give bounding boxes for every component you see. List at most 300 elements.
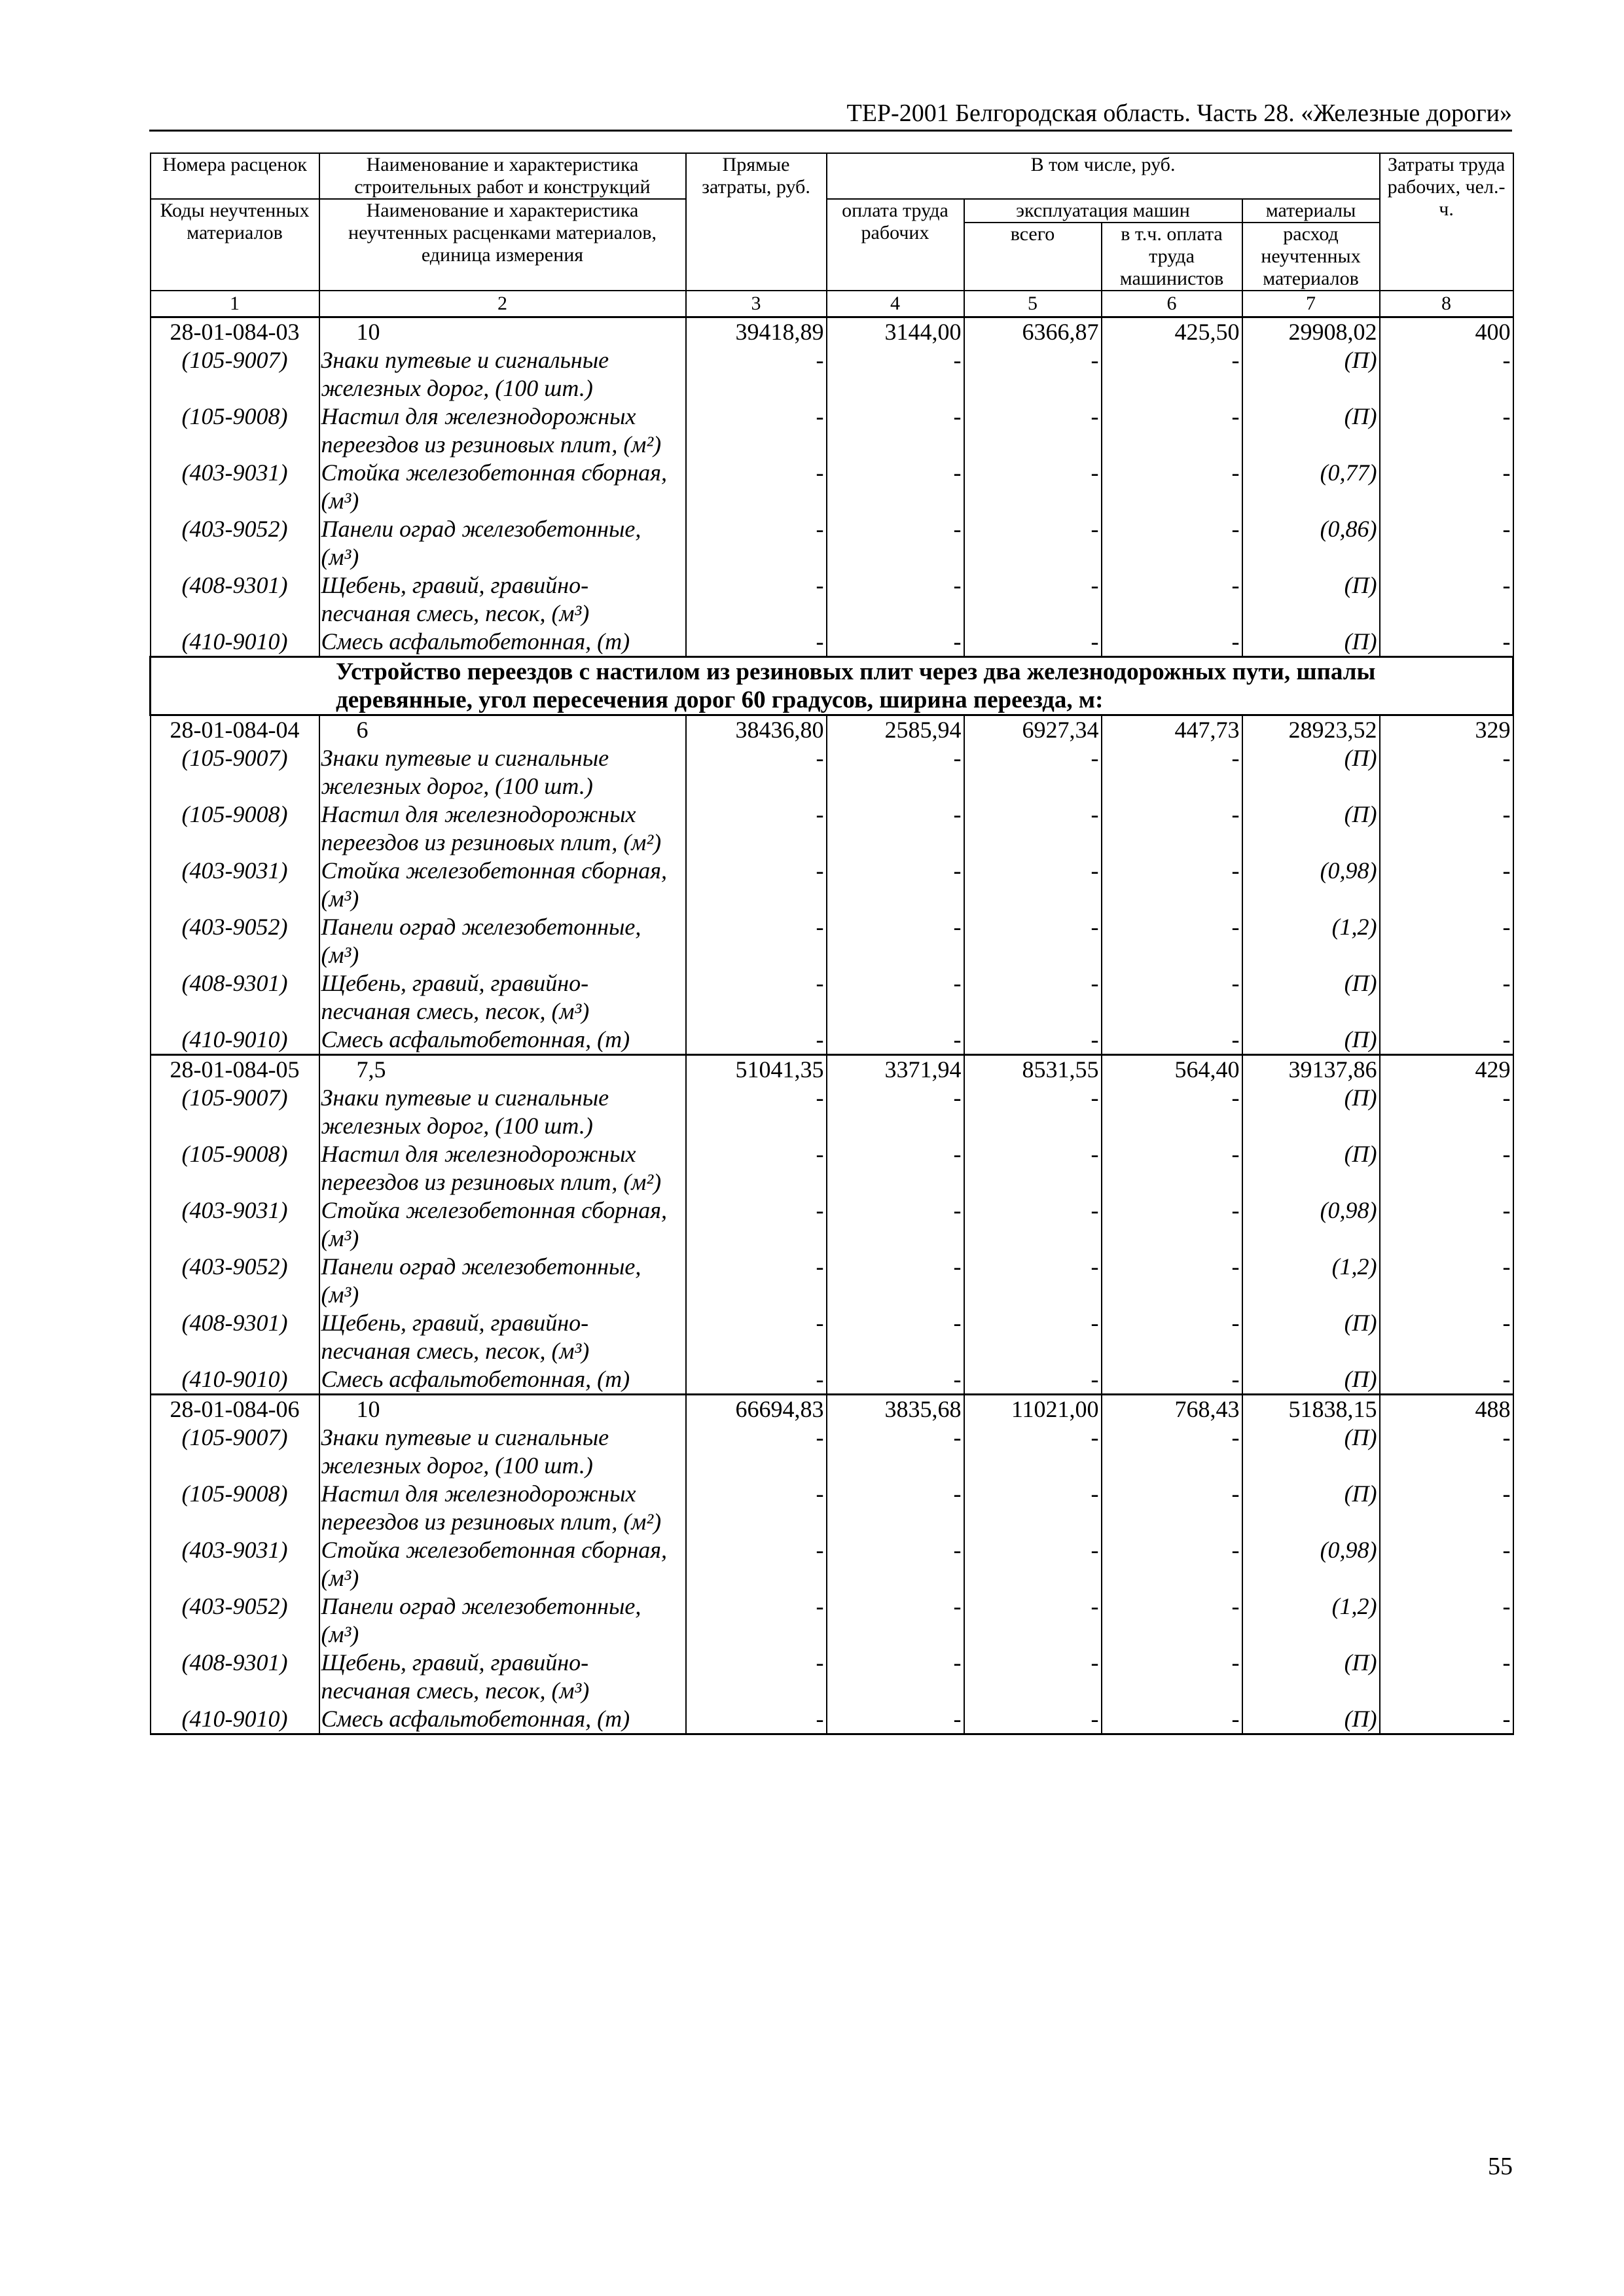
- labor-hours: 400: [1380, 317, 1513, 347]
- direct-costs: -: [686, 403, 827, 459]
- material-quantity: (П): [1242, 1365, 1380, 1395]
- material-quantity: (П): [1242, 800, 1380, 857]
- labor-hours: -: [1380, 744, 1513, 800]
- document-title: ТЕР-2001 Белгородская область. Часть 28. «Железные дороги»: [846, 99, 1512, 127]
- material-row: [151, 800, 1513, 857]
- labor-hours: -: [1380, 403, 1513, 459]
- material-row: [151, 1365, 1513, 1395]
- material-quantity: (П): [1242, 1649, 1380, 1705]
- material-name-line: (м³): [321, 544, 359, 570]
- material-row: [151, 1480, 1513, 1536]
- material-code: (408-9301): [151, 571, 319, 628]
- material-quantity: (П): [1242, 744, 1380, 800]
- direct-costs: -: [686, 346, 827, 403]
- labor-hours: -: [1380, 913, 1513, 969]
- material-name: [319, 1365, 686, 1395]
- direct-costs: 39418,89: [686, 317, 827, 347]
- material-row: [151, 744, 1513, 800]
- material-quantity: (1,2): [1242, 1592, 1380, 1649]
- material-quantity: (П): [1242, 1480, 1380, 1536]
- machinist-pay: -: [1102, 1649, 1242, 1705]
- material-name-line: Смесь асфальтобетонная, (т): [321, 1366, 630, 1392]
- material-quantity: (П): [1242, 571, 1380, 628]
- machines-total: -: [964, 1592, 1102, 1649]
- worker-pay: -: [827, 1424, 964, 1480]
- labor-hours: -: [1380, 1365, 1513, 1395]
- material-name-line: Настил для железнодорожных: [321, 1480, 636, 1507]
- material-quantity: (П): [1242, 969, 1380, 1026]
- machines-total: 6927,34: [964, 715, 1102, 745]
- rate-width: 10: [319, 317, 686, 347]
- rate-row: [151, 1395, 1513, 1424]
- section-heading-line: деревянные, угол пересечения дорог 60 градусов, ширина переезда, м:: [336, 687, 1104, 713]
- material-row: [151, 1140, 1513, 1196]
- rates-table: [149, 152, 1514, 1735]
- material-name-line: переездов из резиновых плит, (м²): [321, 1509, 662, 1535]
- machinist-pay: -: [1102, 1084, 1242, 1140]
- labor-hours: 488: [1380, 1395, 1513, 1424]
- worker-pay: -: [827, 1480, 964, 1536]
- material-quantity: (0,86): [1242, 515, 1380, 571]
- direct-costs: -: [686, 800, 827, 857]
- material-code: (105-9007): [151, 1424, 319, 1480]
- material-name-line: железных дорог, (100 шт.): [321, 375, 593, 401]
- worker-pay: -: [827, 515, 964, 571]
- material-row: [151, 515, 1513, 571]
- machines-total: -: [964, 1140, 1102, 1196]
- labor-hours: -: [1380, 346, 1513, 403]
- machines-total: -: [964, 1705, 1102, 1734]
- materials-cost: 39137,86: [1242, 1055, 1380, 1085]
- machinist-pay: -: [1102, 1424, 1242, 1480]
- material-code: (403-9052): [151, 1253, 319, 1309]
- material-name-line: Знаки путевые и сигнальные: [321, 347, 609, 373]
- direct-costs: -: [686, 571, 827, 628]
- machinist-pay: -: [1102, 1253, 1242, 1309]
- labor-hours: 429: [1380, 1055, 1513, 1085]
- worker-pay: -: [827, 1140, 964, 1196]
- labor-hours: 329: [1380, 715, 1513, 745]
- labor-hours: -: [1380, 628, 1513, 657]
- worker-pay: -: [827, 1365, 964, 1395]
- labor-hours: -: [1380, 571, 1513, 628]
- machines-total: -: [964, 969, 1102, 1026]
- rate-row: [151, 1055, 1513, 1085]
- worker-pay: -: [827, 1196, 964, 1253]
- rate-row: [151, 317, 1513, 347]
- material-name: [319, 969, 686, 1026]
- labor-hours: -: [1380, 800, 1513, 857]
- material-code: (410-9010): [151, 1026, 319, 1055]
- labor-hours: -: [1380, 1309, 1513, 1365]
- direct-costs: -: [686, 1026, 827, 1055]
- material-name-line: Смесь асфальтобетонная, (т): [321, 1026, 630, 1052]
- material-name: [319, 628, 686, 657]
- worker-pay: -: [827, 1536, 964, 1592]
- machines-total: -: [964, 1309, 1102, 1365]
- material-row: [151, 969, 1513, 1026]
- machinist-pay: -: [1102, 800, 1242, 857]
- material-name-line: железных дорог, (100 шт.): [321, 1113, 593, 1139]
- machinist-pay: 768,43: [1102, 1395, 1242, 1424]
- material-name: [319, 459, 686, 515]
- material-code: (105-9007): [151, 1084, 319, 1140]
- material-code: (105-9007): [151, 744, 319, 800]
- column-numbers-row: [151, 291, 1513, 317]
- machinist-pay: 447,73: [1102, 715, 1242, 745]
- machines-total: -: [964, 800, 1102, 857]
- material-name: [319, 913, 686, 969]
- material-row: [151, 1309, 1513, 1365]
- material-name-line: переездов из резиновых плит, (м²): [321, 431, 662, 457]
- direct-costs: -: [686, 515, 827, 571]
- direct-costs: -: [686, 1649, 827, 1705]
- material-name: [319, 1424, 686, 1480]
- worker-pay: -: [827, 1705, 964, 1734]
- material-row: [151, 403, 1513, 459]
- worker-pay: -: [827, 913, 964, 969]
- labor-hours: -: [1380, 857, 1513, 913]
- column-number: 3: [686, 291, 827, 317]
- material-name: [319, 1026, 686, 1055]
- machines-total: -: [964, 1084, 1102, 1140]
- material-name-line: железных дорог, (100 шт.): [321, 1452, 593, 1479]
- material-name-line: Панели оград железобетонные,: [321, 1593, 641, 1619]
- column-number: 2: [319, 291, 686, 317]
- rate-width: 10: [319, 1395, 686, 1424]
- direct-costs: 51041,35: [686, 1055, 827, 1085]
- worker-pay: 2585,94: [827, 715, 964, 745]
- worker-pay: -: [827, 969, 964, 1026]
- machinist-pay: 564,40: [1102, 1055, 1242, 1085]
- machines-total: 11021,00: [964, 1395, 1102, 1424]
- material-name: [319, 1196, 686, 1253]
- machines-total: -: [964, 1196, 1102, 1253]
- material-name-line: Знаки путевые и сигнальные: [321, 1424, 609, 1450]
- header-including: В том числе, руб.: [827, 153, 1380, 199]
- material-name: [319, 1140, 686, 1196]
- material-quantity: (П): [1242, 346, 1380, 403]
- material-name-line: (м³): [321, 1565, 359, 1591]
- direct-costs: -: [686, 1140, 827, 1196]
- direct-costs: -: [686, 1084, 827, 1140]
- direct-costs: -: [686, 1253, 827, 1309]
- header-direct-costs: Прямые затраты, руб.: [686, 153, 827, 291]
- material-code: (410-9010): [151, 1365, 319, 1395]
- material-name-line: Знаки путевые и сигнальные: [321, 745, 609, 771]
- column-number: 4: [827, 291, 964, 317]
- material-name: [319, 744, 686, 800]
- worker-pay: -: [827, 1592, 964, 1649]
- material-name: [319, 1592, 686, 1649]
- labor-hours: -: [1380, 1480, 1513, 1536]
- material-quantity: (1,2): [1242, 1253, 1380, 1309]
- machinist-pay: -: [1102, 744, 1242, 800]
- column-number: 8: [1380, 291, 1513, 317]
- worker-pay: -: [827, 628, 964, 657]
- header-machines-total: всего: [964, 223, 1102, 291]
- rate-row: [151, 715, 1513, 745]
- material-name-line: Смесь асфальтобетонная, (т): [321, 628, 630, 655]
- machines-total: -: [964, 515, 1102, 571]
- material-name-line: переездов из резиновых плит, (м²): [321, 1169, 662, 1195]
- material-name-line: Щебень, гравий, гравийно-: [321, 1310, 589, 1336]
- machines-total: -: [964, 857, 1102, 913]
- material-name: [319, 1253, 686, 1309]
- machinist-pay: -: [1102, 857, 1242, 913]
- direct-costs: 66694,83: [686, 1395, 827, 1424]
- labor-hours: -: [1380, 1424, 1513, 1480]
- direct-costs: -: [686, 1365, 827, 1395]
- material-row: [151, 1592, 1513, 1649]
- material-code: (403-9031): [151, 1536, 319, 1592]
- material-name-line: Стойка железобетонная сборная,: [321, 1537, 668, 1563]
- materials-cost: 29908,02: [1242, 317, 1380, 347]
- worker-pay: -: [827, 800, 964, 857]
- labor-hours: -: [1380, 1140, 1513, 1196]
- header-worker-pay: оплата труда рабочих: [827, 199, 964, 291]
- material-code: (403-9052): [151, 913, 319, 969]
- direct-costs: -: [686, 857, 827, 913]
- machinist-pay: 425,50: [1102, 317, 1242, 347]
- header-machinist-pay: в т.ч. оплата труда машинистов: [1102, 223, 1242, 291]
- header-materials: материалы: [1242, 199, 1380, 223]
- machines-total: -: [964, 1649, 1102, 1705]
- material-name: [319, 403, 686, 459]
- material-name-line: (м³): [321, 1225, 359, 1251]
- direct-costs: -: [686, 1592, 827, 1649]
- material-quantity: (П): [1242, 1309, 1380, 1365]
- machines-total: -: [964, 1536, 1102, 1592]
- machines-total: -: [964, 1365, 1102, 1395]
- machinist-pay: -: [1102, 628, 1242, 657]
- material-name: [319, 346, 686, 403]
- labor-hours: -: [1380, 969, 1513, 1026]
- material-quantity: (0,77): [1242, 459, 1380, 515]
- machinist-pay: -: [1102, 1705, 1242, 1734]
- material-row: [151, 1196, 1513, 1253]
- direct-costs: -: [686, 1424, 827, 1480]
- worker-pay: -: [827, 403, 964, 459]
- labor-hours: -: [1380, 1649, 1513, 1705]
- machines-total: -: [964, 571, 1102, 628]
- material-name-line: Щебень, гравий, гравийно-: [321, 572, 589, 598]
- material-row: [151, 1649, 1513, 1705]
- labor-hours: -: [1380, 1026, 1513, 1055]
- machines-total: 6366,87: [964, 317, 1102, 347]
- machines-total: -: [964, 913, 1102, 969]
- header-rate-numbers: Номера расценок: [151, 153, 319, 199]
- material-code: (105-9007): [151, 346, 319, 403]
- worker-pay: 3371,94: [827, 1055, 964, 1085]
- direct-costs: -: [686, 969, 827, 1026]
- direct-costs: -: [686, 459, 827, 515]
- material-name: [319, 515, 686, 571]
- material-row: [151, 459, 1513, 515]
- material-row: [151, 1026, 1513, 1055]
- material-code: (105-9008): [151, 800, 319, 857]
- material-name-line: Панели оград железобетонные,: [321, 914, 641, 940]
- worker-pay: -: [827, 459, 964, 515]
- worker-pay: 3835,68: [827, 1395, 964, 1424]
- labor-hours: -: [1380, 1536, 1513, 1592]
- material-name-line: переездов из резиновых плит, (м²): [321, 829, 662, 855]
- material-quantity: (П): [1242, 628, 1380, 657]
- material-row: [151, 571, 1513, 628]
- material-quantity: (П): [1242, 1424, 1380, 1480]
- material-row: [151, 913, 1513, 969]
- machinist-pay: -: [1102, 1309, 1242, 1365]
- machinist-pay: -: [1102, 1026, 1242, 1055]
- direct-costs: -: [686, 1309, 827, 1365]
- material-code: (408-9301): [151, 1309, 319, 1365]
- material-row: [151, 628, 1513, 657]
- worker-pay: -: [827, 857, 964, 913]
- material-quantity: (П): [1242, 1140, 1380, 1196]
- machinist-pay: -: [1102, 969, 1242, 1026]
- section-heading-row: [151, 657, 1513, 715]
- machines-total: -: [964, 628, 1102, 657]
- material-row: [151, 1705, 1513, 1734]
- column-number: 7: [1242, 291, 1380, 317]
- material-code: (403-9031): [151, 459, 319, 515]
- rate-code: 28-01-084-03: [151, 317, 319, 347]
- material-quantity: (П): [1242, 403, 1380, 459]
- material-quantity: (П): [1242, 1026, 1380, 1055]
- material-code: (403-9052): [151, 1592, 319, 1649]
- material-code: (408-9301): [151, 1649, 319, 1705]
- material-code: (105-9008): [151, 403, 319, 459]
- material-name-line: песчаная смесь, песок, (м³): [321, 600, 590, 626]
- material-name-line: Стойка железобетонная сборная,: [321, 459, 668, 486]
- material-code: (408-9301): [151, 969, 319, 1026]
- machinist-pay: -: [1102, 1140, 1242, 1196]
- labor-hours: -: [1380, 1084, 1513, 1140]
- material-row: [151, 1424, 1513, 1480]
- material-name-line: Панели оград железобетонные,: [321, 516, 641, 542]
- material-name-line: песчаная смесь, песок, (м³): [321, 1338, 590, 1364]
- labor-hours: -: [1380, 1253, 1513, 1309]
- material-quantity: (П): [1242, 1084, 1380, 1140]
- material-name-line: Панели оград железобетонные,: [321, 1253, 641, 1280]
- table-body: [151, 317, 1513, 1734]
- worker-pay: -: [827, 744, 964, 800]
- material-row: [151, 346, 1513, 403]
- worker-pay: -: [827, 571, 964, 628]
- material-row: [151, 1084, 1513, 1140]
- machines-total: -: [964, 459, 1102, 515]
- direct-costs: 38436,80: [686, 715, 827, 745]
- running-header: [149, 98, 1512, 132]
- machinist-pay: -: [1102, 515, 1242, 571]
- machinist-pay: -: [1102, 346, 1242, 403]
- rate-width: 7,5: [319, 1055, 686, 1085]
- material-name-line: Настил для железнодорожных: [321, 403, 636, 429]
- direct-costs: -: [686, 1705, 827, 1734]
- material-name: [319, 571, 686, 628]
- worker-pay: 3144,00: [827, 317, 964, 347]
- worker-pay: -: [827, 1084, 964, 1140]
- worker-pay: -: [827, 346, 964, 403]
- material-code: (105-9008): [151, 1140, 319, 1196]
- material-name-line: Знаки путевые и сигнальные: [321, 1085, 609, 1111]
- machinist-pay: -: [1102, 1480, 1242, 1536]
- machinist-pay: -: [1102, 1196, 1242, 1253]
- material-name-line: Настил для железнодорожных: [321, 1141, 636, 1167]
- material-name-line: (м³): [321, 488, 359, 514]
- material-name-line: песчаная смесь, песок, (м³): [321, 1677, 590, 1704]
- direct-costs: -: [686, 744, 827, 800]
- material-name: [319, 1309, 686, 1365]
- material-name: [319, 857, 686, 913]
- header-machines: эксплуатация машин: [964, 199, 1242, 223]
- material-name: [319, 1480, 686, 1536]
- labor-hours: -: [1380, 1592, 1513, 1649]
- header-material-codes: Коды неучтенных материалов: [151, 199, 319, 291]
- material-name-line: Смесь асфальтобетонная, (т): [321, 1706, 630, 1732]
- material-name-line: Настил для железнодорожных: [321, 801, 636, 827]
- column-number: 1: [151, 291, 319, 317]
- material-name-line: (м³): [321, 1621, 359, 1647]
- column-number: 5: [964, 291, 1102, 317]
- material-name: [319, 1536, 686, 1592]
- material-name-line: Щебень, гравий, гравийно-: [321, 970, 589, 996]
- machines-total: -: [964, 1253, 1102, 1309]
- rate-code: 28-01-084-06: [151, 1395, 319, 1424]
- direct-costs: -: [686, 1480, 827, 1536]
- material-quantity: (0,98): [1242, 1196, 1380, 1253]
- material-name: [319, 1649, 686, 1705]
- material-quantity: (0,98): [1242, 1536, 1380, 1592]
- machinist-pay: -: [1102, 403, 1242, 459]
- machinist-pay: -: [1102, 1536, 1242, 1592]
- machines-total: -: [964, 346, 1102, 403]
- material-name-line: Щебень, гравий, гравийно-: [321, 1649, 589, 1676]
- direct-costs: -: [686, 1196, 827, 1253]
- machines-total: 8531,55: [964, 1055, 1102, 1085]
- material-name-line: (м³): [321, 942, 359, 968]
- machinist-pay: -: [1102, 571, 1242, 628]
- worker-pay: -: [827, 1649, 964, 1705]
- section-heading-line: Устройство переездов с настилом из резиновых плит через два железнодорожных пути, шпалы: [336, 658, 1376, 685]
- direct-costs: -: [686, 1536, 827, 1592]
- header-material-names: Наименование и характеристика неучтенных расценками материалов, единица измерения: [319, 199, 686, 291]
- material-quantity: (1,2): [1242, 913, 1380, 969]
- rate-width: 6: [319, 715, 686, 745]
- rate-code: 28-01-084-04: [151, 715, 319, 745]
- material-name-line: Стойка железобетонная сборная,: [321, 1197, 668, 1223]
- direct-costs: -: [686, 628, 827, 657]
- section-heading: [151, 657, 1513, 715]
- material-name-line: (м³): [321, 886, 359, 912]
- machinist-pay: -: [1102, 1365, 1242, 1395]
- machinist-pay: -: [1102, 459, 1242, 515]
- material-row: [151, 1536, 1513, 1592]
- page-number: 55: [1488, 2153, 1513, 2180]
- material-code: (105-9008): [151, 1480, 319, 1536]
- material-quantity: (0,98): [1242, 857, 1380, 913]
- machinist-pay: -: [1102, 1592, 1242, 1649]
- machinist-pay: -: [1102, 913, 1242, 969]
- material-row: [151, 857, 1513, 913]
- material-name-line: Стойка железобетонная сборная,: [321, 857, 668, 884]
- machines-total: -: [964, 744, 1102, 800]
- rate-code: 28-01-084-05: [151, 1055, 319, 1085]
- worker-pay: -: [827, 1253, 964, 1309]
- header-unaccounted-materials: расход неучтенных материалов: [1242, 223, 1380, 291]
- machines-total: -: [964, 1480, 1102, 1536]
- material-name: [319, 1705, 686, 1734]
